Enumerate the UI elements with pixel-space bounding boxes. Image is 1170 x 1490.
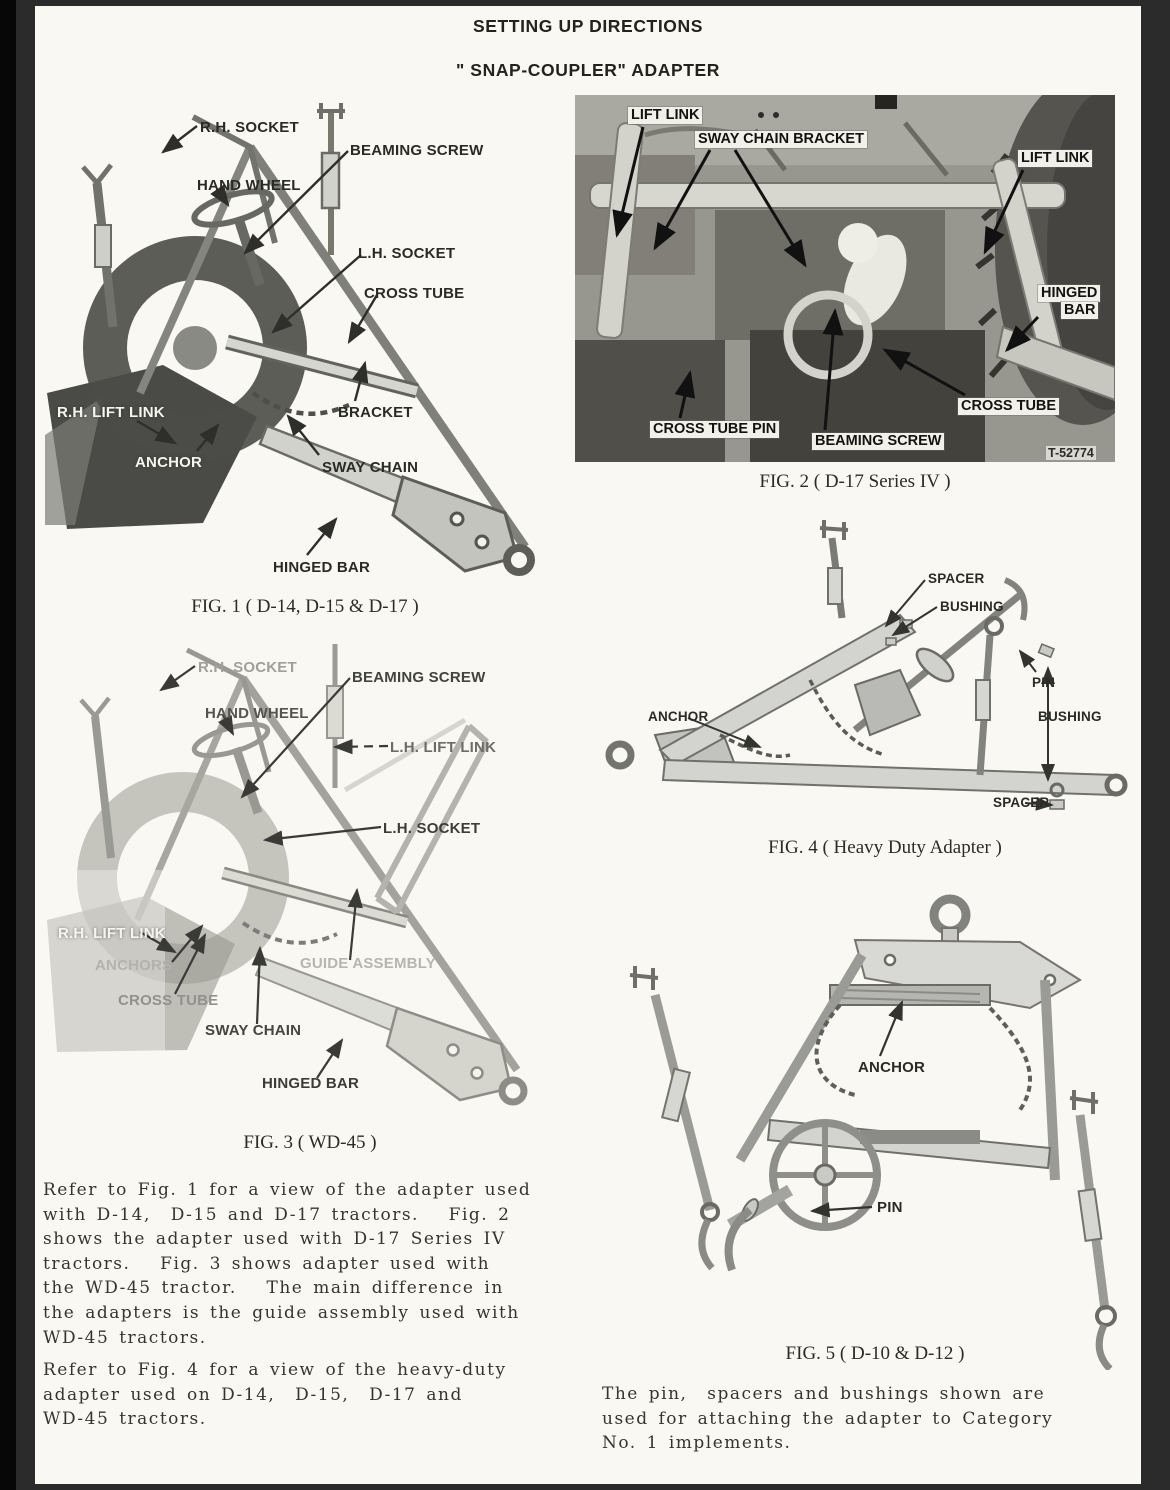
fig4-label-spacer-top: SPACER	[928, 571, 985, 586]
fig3-label-hinged-bar: HINGED BAR	[262, 1075, 360, 1092]
fig2-label-cross-tube: CROSS TUBE	[958, 398, 1059, 415]
fig1-caption: FIG. 1 ( D-14, D-15 & D-17 )	[191, 596, 419, 617]
manual-page	[35, 6, 1141, 1484]
fig2-caption: FIG. 2 ( D-17 Series IV )	[759, 471, 951, 492]
fig1-illustration	[45, 95, 560, 595]
body-paragraph-3	[602, 1382, 1142, 1456]
fig3-caption: FIG. 3 ( WD-45 )	[243, 1132, 377, 1153]
fig3-label-rh-socket: R.H. SOCKET	[198, 659, 297, 676]
fig5-caption: FIG. 5 ( D-10 & D-12 )	[785, 1343, 965, 1364]
fig3-label-rh-lift-link: R.H. LIFT LINK	[58, 925, 166, 942]
fig4-label-bushing-right: BUSHING	[1038, 709, 1102, 724]
fig4-label-anchor: ANCHOR	[648, 709, 709, 724]
para1-line: tractors. Fig. 3 shows adapter used with	[43, 1253, 491, 1274]
fig5-label-pin: PIN	[877, 1199, 903, 1216]
fig2-label-lift-link-right: LIFT LINK	[1018, 150, 1092, 167]
para2-line: adapter used on D-14, D-15, D-17 and	[43, 1384, 463, 1405]
para1-line: WD-45 tractors.	[43, 1327, 207, 1348]
fig2-label-sway-chain-bracket: SWAY CHAIN BRACKET	[695, 131, 867, 148]
fig1-label-bracket: BRACKET	[338, 404, 413, 421]
fig3-label-lh-lift-link: L.H. LIFT LINK	[390, 739, 497, 756]
page-title: SETTING UP DIRECTIONS	[472, 16, 704, 36]
fig3-label-sway-chain: SWAY CHAIN	[205, 1022, 302, 1039]
para1-line: the WD-45 tractor. The main difference in	[43, 1278, 504, 1299]
fig2-label-lift-link-left: LIFT LINK	[628, 107, 702, 124]
fig2-label-cross-tube-pin: CROSS TUBE PIN	[650, 421, 779, 438]
fig1-label-rh-lift-link: R.H. LIFT LINK	[57, 404, 165, 421]
fig1-label-cross-tube: CROSS TUBE	[364, 285, 465, 302]
para1-line: with D-14, D-15 and D-17 tractors. Fig. 2	[43, 1204, 511, 1225]
fig3-label-guide-assembly: GUIDE ASSEMBLY	[300, 955, 436, 972]
fig5-illustration	[600, 880, 1140, 1370]
fig2-photo-code: T-52774	[1048, 446, 1094, 460]
para1-line: Refer to Fig. 1 for a view of the adapter used	[43, 1180, 532, 1200]
fig4-illustration	[600, 520, 1140, 860]
fig1-label-hand-wheel: HAND WHEEL	[197, 177, 301, 194]
fig4-caption: FIG. 4 ( Heavy Duty Adapter )	[768, 837, 1002, 858]
fig1-label-anchor: ANCHOR	[135, 454, 203, 471]
fig1-label-sway-chain: SWAY CHAIN	[322, 459, 419, 476]
fig1-label-rh-socket: R.H. SOCKET	[200, 119, 299, 136]
fig3-label-lh-socket: L.H. SOCKET	[383, 820, 481, 837]
para1-line: the adapters is the guide assembly used with	[43, 1302, 520, 1323]
fig4-label-bushing-top: BUSHING	[940, 599, 1004, 614]
para2-line: Refer to Fig. 4 for a view of the heavy-duty	[43, 1360, 507, 1380]
fig4-label-pin: PIN	[1032, 675, 1056, 690]
para3-line: The pin, spacers and bushings shown are	[602, 1384, 1046, 1404]
body-paragraph-1	[43, 1178, 583, 1350]
para1-line: shows the adapter used with D-17 Series IV	[43, 1229, 506, 1250]
fig2-label-beaming-screw: BEAMING SCREW	[812, 433, 944, 450]
para3-line: No. 1 implements.	[602, 1433, 792, 1454]
fig1-label-beaming-screw: BEAMING SCREW	[350, 142, 484, 159]
fig1-label-lh-socket: L.H. SOCKET	[358, 245, 456, 262]
fig2-label-bar: BAR	[1061, 302, 1098, 319]
page-subtitle: " SNAP-COUPLER" ADAPTER	[455, 60, 721, 80]
para3-line: used for attaching the adapter to Category	[602, 1408, 1054, 1429]
fig3-label-cross-tube: CROSS TUBE	[118, 992, 219, 1009]
fig1-label-hinged-bar: HINGED BAR	[273, 559, 371, 576]
fig2-label-hinged: HINGED	[1038, 285, 1100, 302]
body-paragraph-2	[43, 1358, 583, 1432]
fig3-label-anchors: ANCHORS	[95, 957, 173, 974]
fig3-label-hand-wheel: HAND WHEEL	[205, 705, 309, 722]
fig5-label-anchor: ANCHOR	[858, 1059, 926, 1076]
fig4-label-spacer-bottom: SPACER	[993, 795, 1050, 810]
fig3-label-beaming-screw: BEAMING SCREW	[352, 669, 486, 686]
para2-line: WD-45 tractors.	[43, 1409, 207, 1430]
left-black-edge	[0, 0, 16, 1490]
